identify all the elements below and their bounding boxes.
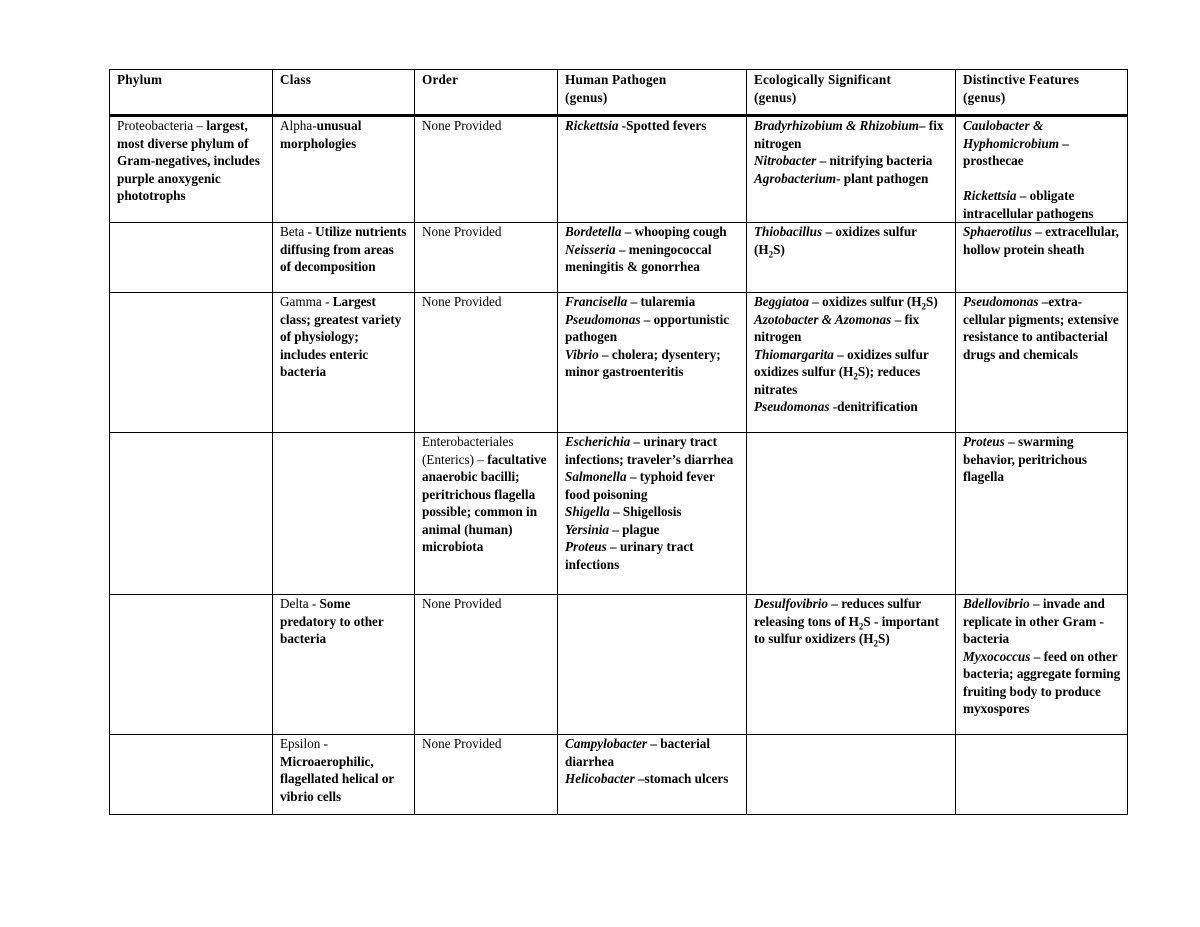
cell-phylum xyxy=(110,595,273,735)
header-order: Order xyxy=(415,70,558,116)
cell-distinctive-features: Pseudomonas –extra-cellular pigments; extensive resistance to antibacterial drugs and chemicals xyxy=(956,293,1128,433)
cell-distinctive-features: Proteus – swarming behavior, peritrichous flagella xyxy=(956,433,1128,595)
cell-order: None Provided xyxy=(415,223,558,293)
cell-ecologically-significant xyxy=(747,433,956,595)
cell-class: Gamma - Largest class; greatest variety of physiology; includes enteric bacteria xyxy=(273,293,415,433)
cell-human-pathogen: Escherichia – urinary tract infections; traveler’s diarrhea Salmonella – typhoid fever food poisoning Shigella – Shigellosis Yersinia – plague Proteus – urinary tract infections xyxy=(558,433,747,595)
cell-ecologically-significant: Beggiatoa – oxidizes sulfur $(H_2S)$ Azotobacter & Azomonas – fix nitrogen Thiomargarita – oxidizes sulfur oxidizes sulfur $(H_2S)$; reduces nitrates Pseudomonas -denitrification xyxy=(747,293,956,433)
cell-distinctive-features xyxy=(956,735,1128,815)
cell-phylum xyxy=(110,735,273,815)
cell-human-pathogen xyxy=(558,595,747,735)
header-row xyxy=(110,70,1128,116)
cell-phylum: Proteobacteria – largest, most diverse phylum of Gram-negatives, includes purple anoxygenic phototrophs xyxy=(110,116,273,223)
table-row xyxy=(110,595,1128,735)
cell-class xyxy=(273,433,415,595)
cell-ecologically-significant xyxy=(747,735,956,815)
cell-order: Enterobacteriales (Enterics) – facultative anaerobic bacilli; peritrichous flagella possible; common in animal (human) microbiota xyxy=(415,433,558,595)
cell-ecologically-significant: Desulfovibrio – reduces sulfur releasing tons of $H_2S$ - important to sulfur oxidizers $(H_2S)$ xyxy=(747,595,956,735)
header-human-pathogen: Human Pathogen (genus) xyxy=(558,70,747,116)
cell-order: None Provided xyxy=(415,595,558,735)
cell-class: Delta - Some predatory to other bacteria xyxy=(273,595,415,735)
cell-human-pathogen: Campylobacter – bacterial diarrhea Helicobacter –stomach ulcers xyxy=(558,735,747,815)
cell-human-pathogen: Bordetella – whooping cough Neisseria – meningococcal meningitis & gonorrhea xyxy=(558,223,747,293)
cell-class: Alpha-unusual morphologies xyxy=(273,116,415,223)
cell-distinctive-features: Sphaerotilus – extracellular, hollow protein sheath xyxy=(956,223,1128,293)
table-row xyxy=(110,293,1128,433)
cell-order: None Provided xyxy=(415,293,558,433)
cell-class: Beta - Utilize nutrients diffusing from areas of decomposition xyxy=(273,223,415,293)
cell-distinctive-features: Bdellovibrio – invade and replicate in other Gram - bacteria Myxococcus – feed on other bacteria; aggregate forming fruiting body to produce myxospores xyxy=(956,595,1128,735)
header-phylum: Phylum xyxy=(110,70,273,116)
cell-ecologically-significant: Thiobacillus – oxidizes sulfur $(H_2S)$ xyxy=(747,223,956,293)
cell-distinctive-features: Caulobacter & Hyphomicrobium – prosthecae Rickettsia – obligate intracellular pathogens xyxy=(956,116,1128,223)
bacteria-classification-table xyxy=(109,69,1128,815)
table-row xyxy=(110,223,1128,293)
table-row xyxy=(110,116,1128,223)
cell-class: Epsilon - Microaerophilic, flagellated helical or vibrio cells xyxy=(273,735,415,815)
cell-human-pathogen: Rickettsia -Spotted fevers xyxy=(558,116,747,223)
cell-ecologically-significant: Bradyrhizobium & Rhizobium– fix nitrogen Nitrobacter – nitrifying bacteria Agrobacterium- plant pathogen xyxy=(747,116,956,223)
header-ecologically-significant: Ecologically Significant (genus) xyxy=(747,70,956,116)
table-row xyxy=(110,433,1128,595)
cell-order: None Provided xyxy=(415,735,558,815)
cell-human-pathogen: Francisella – tularemia Pseudomonas – opportunistic pathogen Vibrio – cholera; dysentery; minor gastroenteritis xyxy=(558,293,747,433)
header-class: Class xyxy=(273,70,415,116)
cell-order: None Provided xyxy=(415,116,558,223)
table-row xyxy=(110,735,1128,815)
cell-phylum xyxy=(110,223,273,293)
header-distinctive-features: Distinctive Features (genus) xyxy=(956,70,1128,116)
cell-phylum xyxy=(110,433,273,595)
cell-phylum xyxy=(110,293,273,433)
